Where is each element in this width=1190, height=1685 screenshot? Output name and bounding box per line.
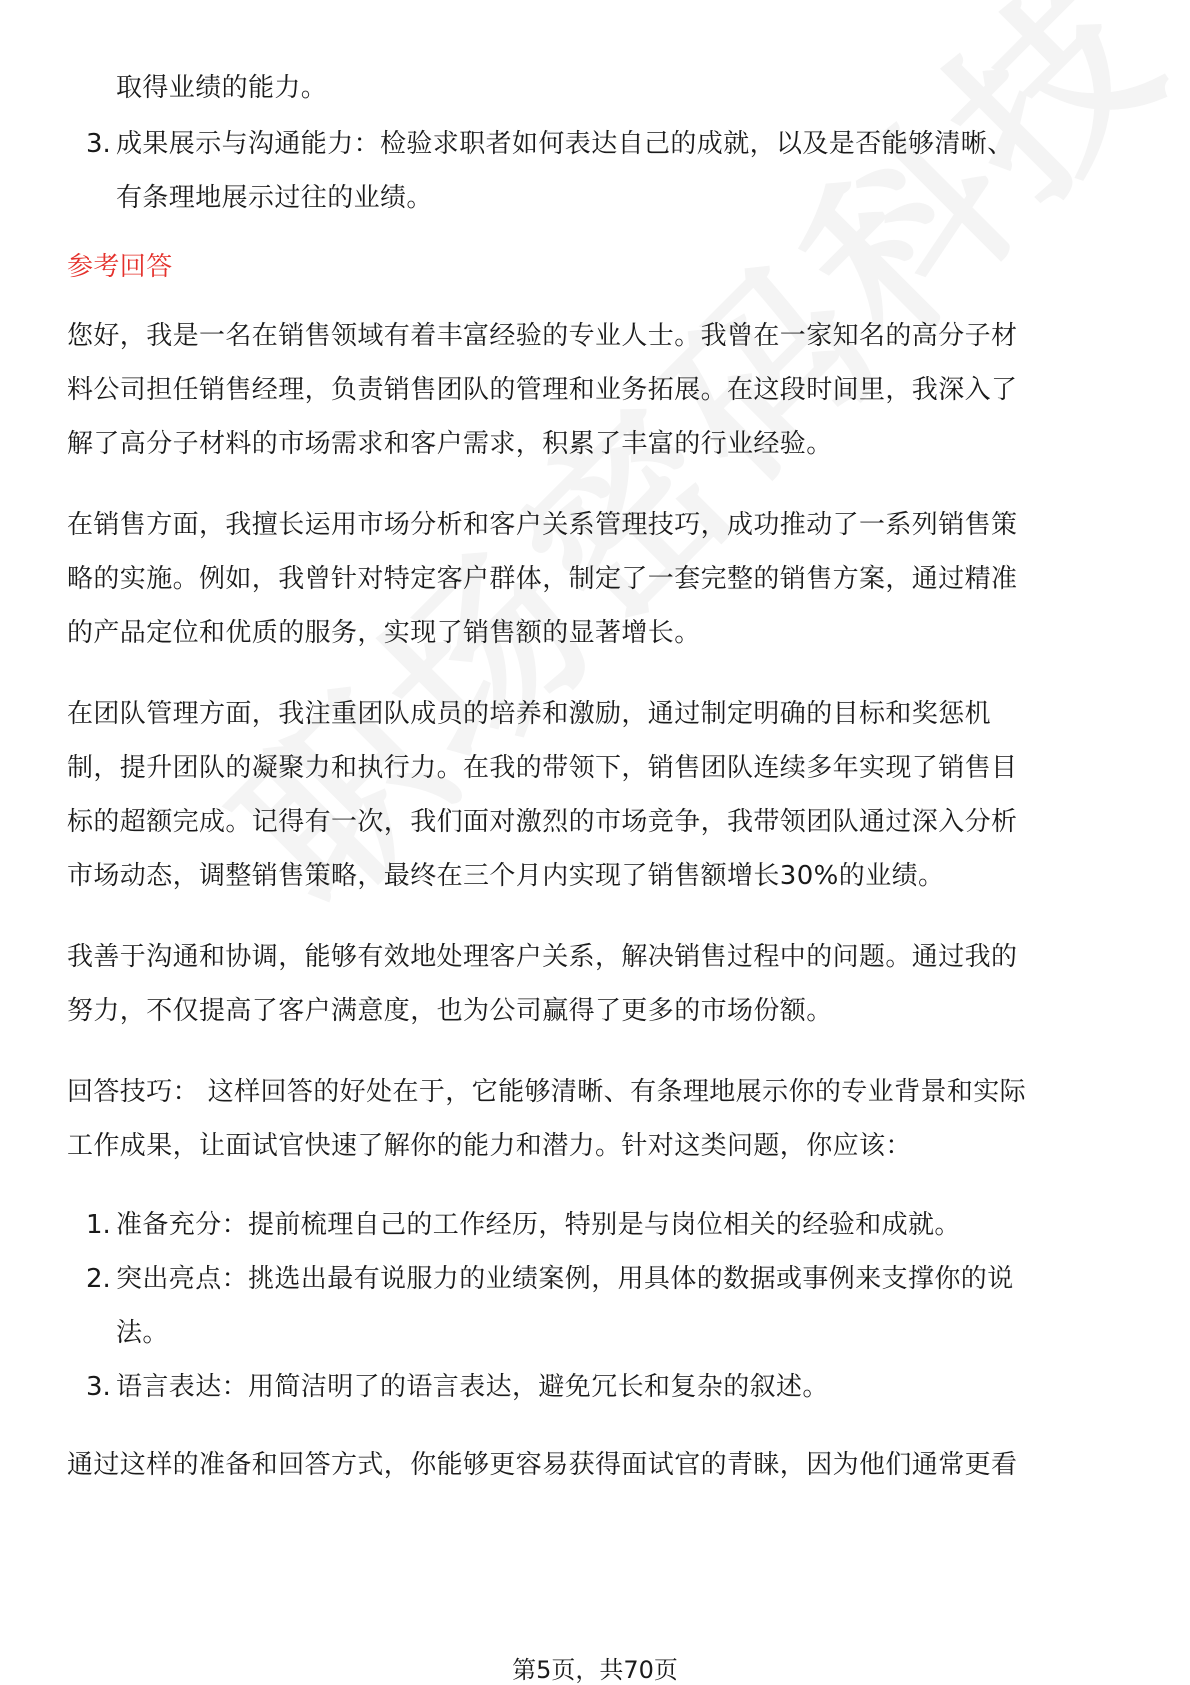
paragraph-line: 的产品定位和优质的服务，实现了销售额的显著增长。: [67, 618, 701, 648]
list-item-2-continued: 取得业绩的能力。: [116, 73, 328, 103]
paragraph-line: 工作成果，让面试官快速了解你的能力和潜力。针对这类问题，你应该：: [67, 1131, 912, 1161]
paragraph-line: 在团队管理方面，我注重团队成员的培养和激励，通过制定明确的目标和奖惩机: [67, 699, 992, 729]
list-number: 2.: [86, 1264, 111, 1294]
paragraph-line: 解了高分子材料的市场需求和客户需求，积累了丰富的行业经验。: [67, 429, 833, 459]
list-item-text: 语言表达：用简洁明了的语言表达，避免冗长和复杂的叙述。: [116, 1372, 829, 1402]
list-item-text: 准备充分：提前梳理自己的工作经历，特别是与岗位相关的经验和成就。: [116, 1210, 961, 1240]
list-item-text: 法。: [116, 1318, 169, 1348]
paragraph-line: 回答技巧： 这样回答的好处在于，它能够清晰、有条理地展示你的专业背景和实际: [67, 1077, 1027, 1107]
paragraph-line: 在销售方面，我擅长运用市场分析和客户关系管理技巧，成功推动了一系列销售策: [67, 510, 1018, 540]
paragraph-line: 料公司担任销售经理，负责销售团队的管理和业务拓展。在这段时间里，我深入了: [67, 375, 1018, 405]
paragraph-line: 标的超额完成。记得有一次，我们面对激烈的市场竞争，我带领团队通过深入分析: [67, 807, 1018, 837]
paragraph-line: 努力，不仅提高了客户满意度，也为公司赢得了更多的市场份额。: [67, 996, 833, 1026]
closing-paragraph-line: 通过这样的准备和回答方式，你能够更容易获得面试官的青睐，因为他们通常更看: [67, 1450, 1018, 1480]
paragraph-line: 市场动态，调整销售策略，最终在三个月内实现了销售额增长30%的业绩。: [67, 861, 945, 891]
list-number: 3.: [86, 129, 111, 159]
page-number-footer: 第5页，共70页: [512, 1656, 678, 1684]
list-number: 3.: [86, 1372, 111, 1402]
list-number: 1.: [86, 1210, 111, 1240]
list-item-text: 突出亮点：挑选出最有说服力的业绩案例，用具体的数据或事例来支撑你的说: [116, 1264, 1014, 1294]
paragraph-line: 我善于沟通和协调，能够有效地处理客户关系，解决销售过程中的问题。通过我的: [67, 942, 1018, 972]
reference-answer-heading: 参考回答: [67, 252, 173, 282]
list-item-text: 有条理地展示过往的业绩。: [116, 183, 433, 213]
paragraph-line: 您好，我是一名在销售领域有着丰富经验的专业人士。我曾在一家知名的高分子材: [67, 321, 1018, 351]
paragraph-line: 制，提升团队的凝聚力和执行力。在我的带领下，销售团队连续多年实现了销售目: [67, 753, 1018, 783]
paragraph-line: 略的实施。例如，我曾针对特定客户群体，制定了一套完整的销售方案，通过精准: [67, 564, 1018, 594]
list-item-text: 成果展示与沟通能力：检验求职者如何表达自己的成就，以及是否能够清晰、: [116, 129, 1014, 159]
